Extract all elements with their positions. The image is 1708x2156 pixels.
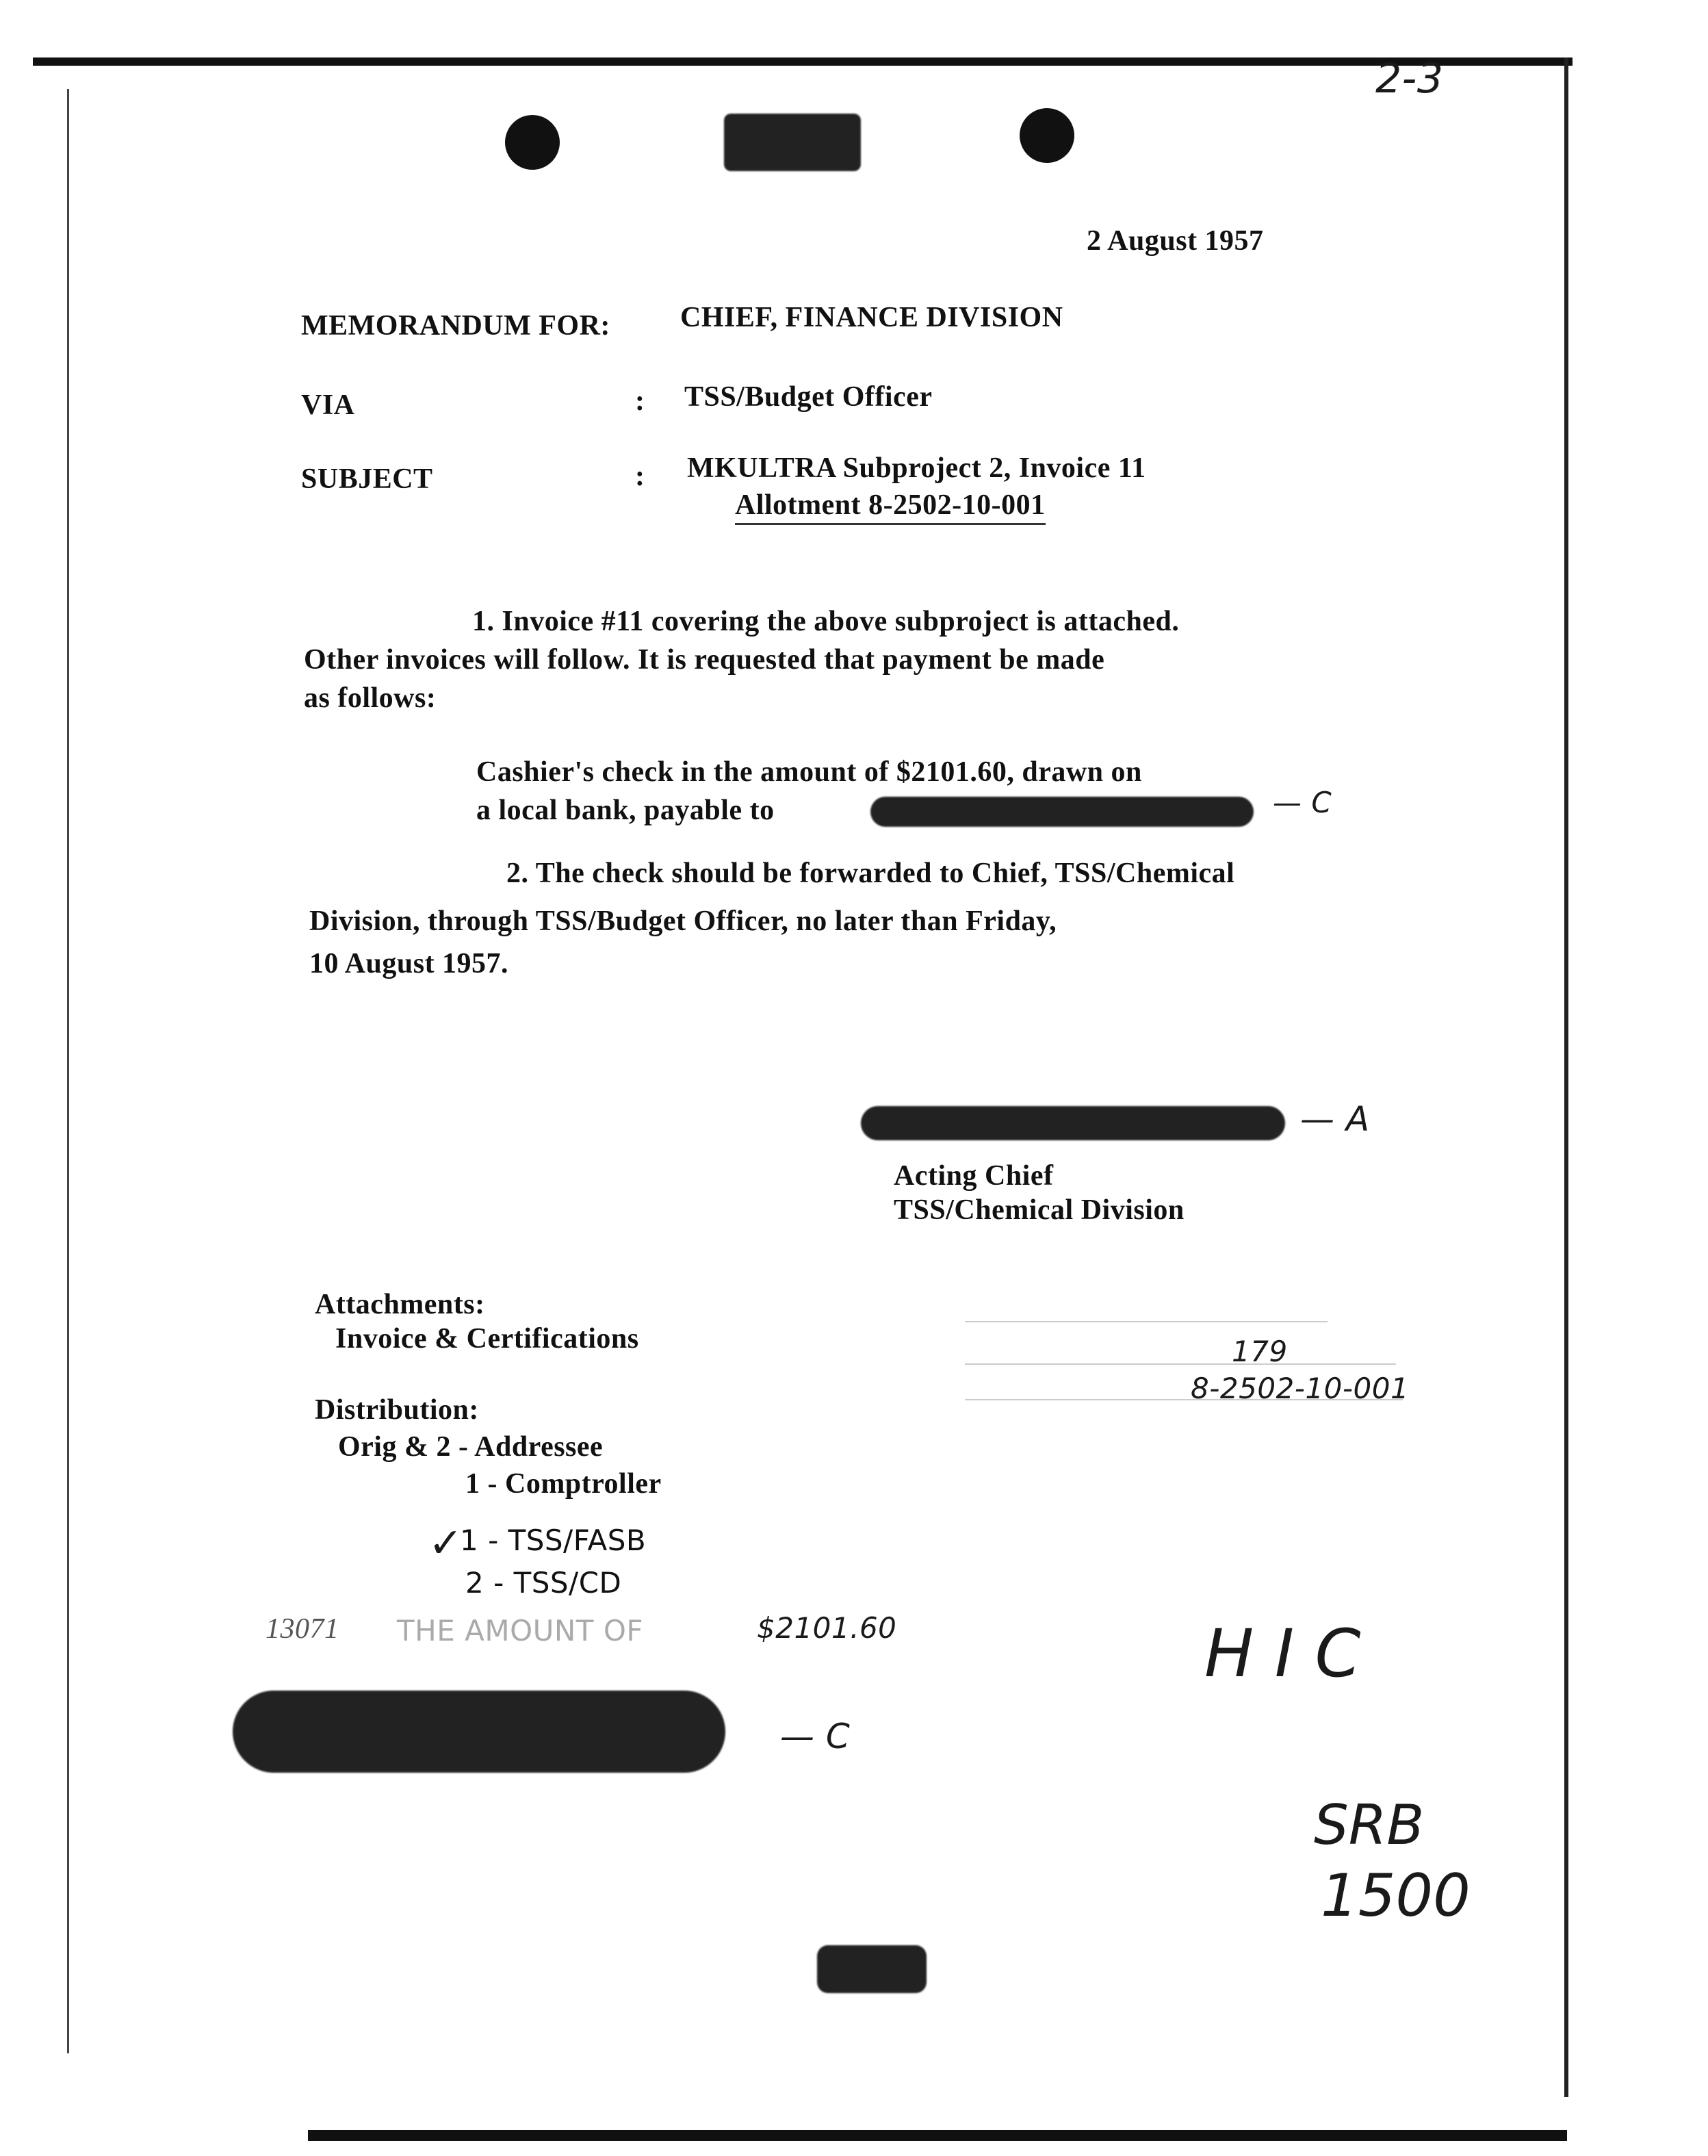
distribution-line-1: Orig & 2 - Addressee [338,1431,604,1463]
check-line2: a local bank, payable to [476,795,775,826]
para1-line2: Other invoices will follow. It is requested that payment be made [304,644,1105,676]
subject-label: SUBJECT [301,463,433,495]
redaction-mark-c1: — C [1273,786,1332,819]
page-mark: 2-3 [1375,55,1444,103]
top-border [33,57,1573,66]
para1-line1: 1. Invoice #11 covering the above subproject is attached. [472,606,1180,637]
redaction-signature [861,1106,1285,1140]
attachments-label: Attachments: [315,1289,485,1320]
para2-line3: 10 August 1957. [309,948,509,979]
via-label: VIA [301,389,355,421]
memo-for-value: CHIEF, FINANCE DIVISION [680,302,1063,333]
para2-line2: Division, through TSS/Budget Officer, no later than Friday, [309,906,1057,937]
punch-hole-left [505,115,560,170]
distribution-line-4: 2 - TSS/CD [465,1566,622,1600]
redaction-payee [870,797,1254,827]
attachments-item: Invoice & Certifications [335,1323,639,1355]
punch-hole-right [1020,108,1074,163]
check-line1: Cashier's check in the amount of $2101.60, drawn on [476,756,1142,788]
redaction-mark-a: — A [1300,1099,1370,1139]
redaction-top [724,114,861,171]
footer-stamp-amount: $2101.60 [757,1611,897,1645]
via-value: TSS/Budget Officer [684,381,933,413]
subject-line-1: MKULTRA Subproject 2, Invoice 11 [687,452,1146,484]
footer-stamp-number: 13071 [266,1613,339,1645]
bottom-border [308,2130,1567,2141]
checkmark-icon: ✓ [428,1519,463,1567]
right-border [1564,57,1568,2097]
stamp-handwritten-allotment: 8-2502-10-001 [1191,1372,1410,1405]
distribution-label: Distribution: [315,1394,479,1426]
para1-line3: as follows: [304,682,437,714]
memo-date: 2 August 1957 [1087,225,1264,257]
signature-title-1: Acting Chief [894,1160,1054,1192]
redaction-mark-c2: — C [780,1717,851,1756]
handwriting-line-3: 1500 [1321,1862,1471,1930]
footer-stamp-text: THE AMOUNT OF [397,1614,644,1647]
left-border [67,89,69,2053]
stamp-line-1 [965,1321,1328,1322]
subject-line-2: Allotment 8-2502-10-001 [735,489,1046,525]
redaction-bottom [233,1691,725,1773]
distribution-line-2: 1 - Comptroller [465,1468,662,1500]
distribution-line-3: 1 - TSS/FASB [460,1524,647,1557]
redaction-footer [817,1945,927,1993]
stamp-handwritten-number: 179 [1232,1335,1288,1368]
memo-for-label: MEMORANDUM FOR: [301,310,610,342]
via-colon: : [635,385,645,417]
subject-colon: : [635,461,645,492]
stamp-line-2 [965,1363,1396,1365]
signature-title-2: TSS/Chemical Division [894,1194,1185,1226]
handwriting-line-2: SRB [1314,1793,1425,1857]
handwriting-line-1: H I C [1204,1615,1361,1692]
para2-line1: 2. The check should be forwarded to Chief, TSS/Chemical [506,858,1235,889]
